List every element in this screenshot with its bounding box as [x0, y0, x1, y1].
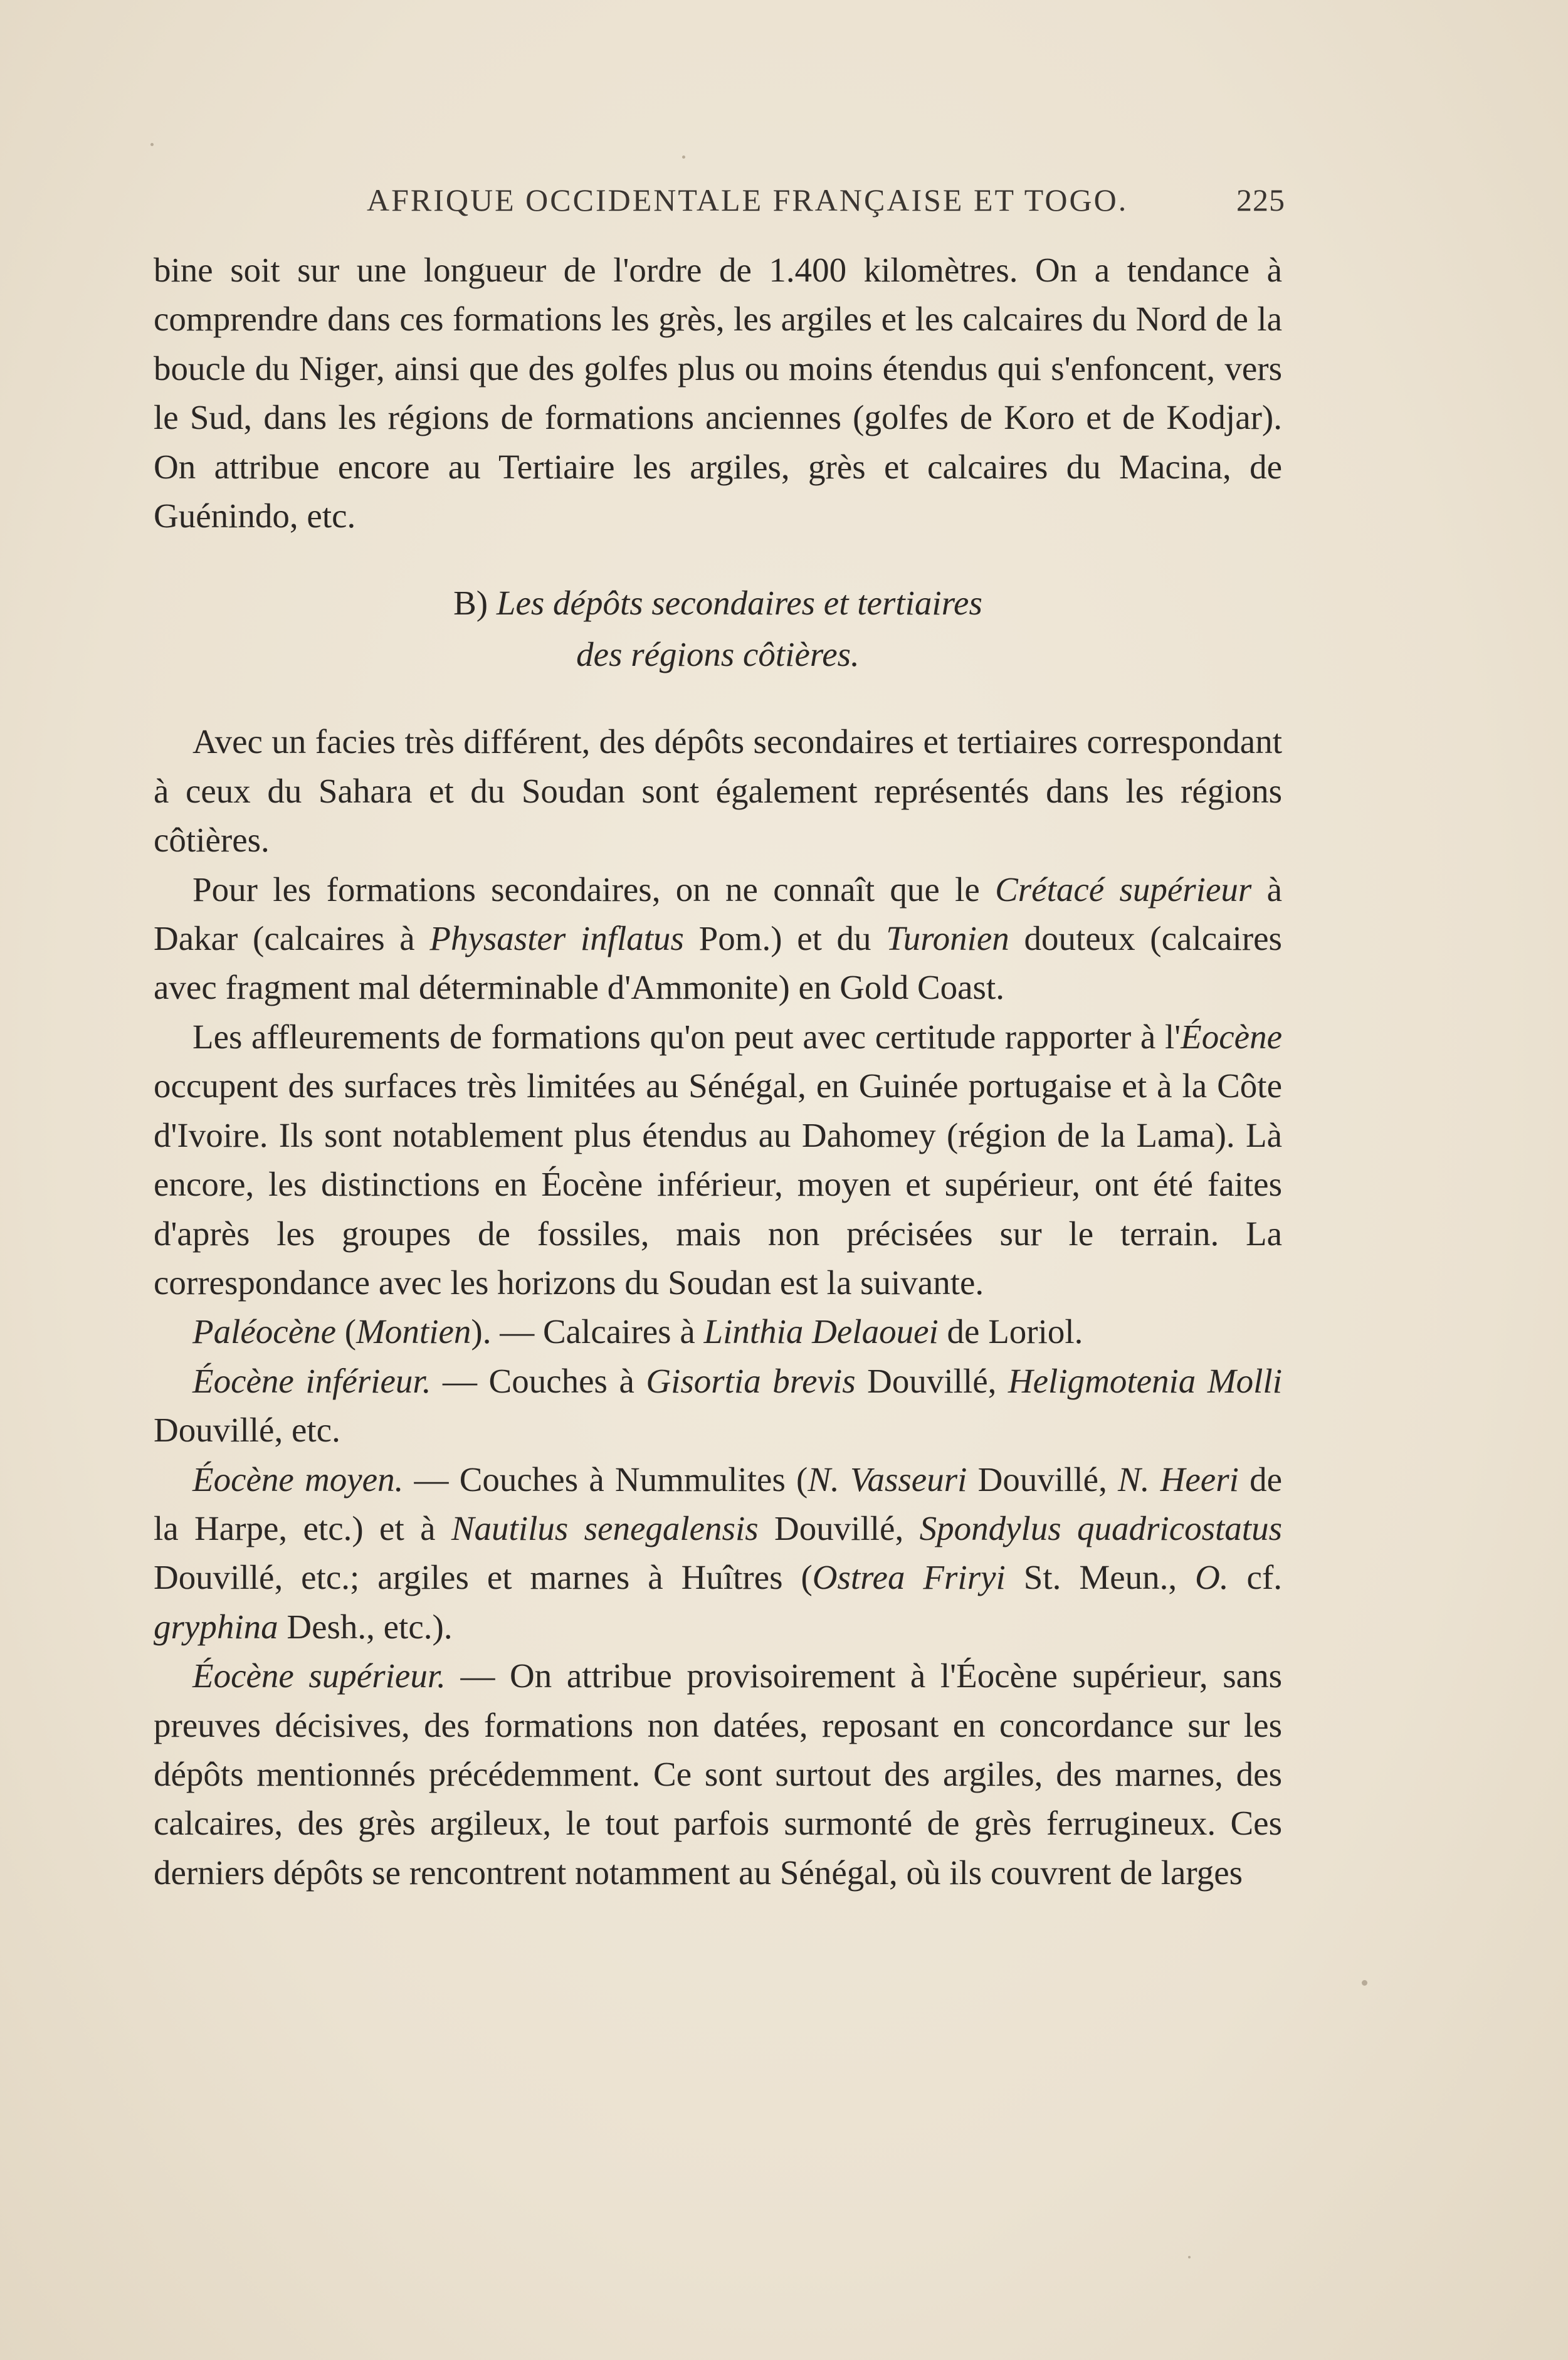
text-run: Pom.) et du [683, 919, 887, 958]
italic-term: Éocène moyen. [192, 1460, 404, 1499]
text-run: — Couches à Nummulites ( [403, 1460, 808, 1499]
text-run: Douvillé, etc.; argiles et marnes à Huîtres ( [154, 1558, 813, 1597]
paper-speck [1188, 2256, 1191, 2258]
paragraph-continuation: bine soit sur une longueur de l'ordre de 1.400 kilomètres. On a tendance à comprendre dans ces formations les grès, les argiles et les calcaires du Nord de la boucle du Niger, ainsi que des golfes plus ou moins étendus qui s'enfoncent, vers le Sud, dans les régions de formations anciennes (golfes de Koro et de Kodjar). On attribue encore au Tertiaire les argiles, grès et calcaires du Macina, de Guénindo, etc. [154, 251, 1282, 535]
paragraph-eocene-inferieur [154, 1357, 1282, 1455]
text-run: Douvillé, etc. [154, 1411, 340, 1450]
paragraph-secondaires [154, 865, 1282, 1013]
italic-term: Paléocène [192, 1312, 337, 1351]
text-run: de Loriol. [938, 1312, 1083, 1351]
paper-speck [1362, 1980, 1367, 1986]
italic-species: Heligmotenia Molli [1008, 1361, 1282, 1400]
text-run: Douvillé, [855, 1361, 1008, 1400]
italic-term: Montien [356, 1312, 471, 1351]
section-heading [154, 577, 1282, 680]
text-run: douteux (calcaires avec fragment mal déterminable d'Ammonite) en Gold Coast. [154, 919, 1282, 1007]
italic-species: Linthia Delaouei [703, 1312, 939, 1351]
italic-term: Éocène [1181, 1017, 1282, 1056]
paragraph-facies: Avec un facies très différent, des dépôts secondaires et tertiaires correspondant à ceux du Sahara et du Soudan sont également représentés dans les régions côtières. [154, 722, 1282, 860]
text-run: Douvillé, [967, 1460, 1118, 1499]
italic-term: Éocène inférieur. [192, 1361, 431, 1400]
italic-species: Physaster inflatus [429, 919, 684, 958]
body-text [154, 246, 1282, 1897]
section-heading-line2: des régions côtières. [576, 635, 860, 674]
text-run: ( [336, 1312, 357, 1351]
text-run: de la Harpe, etc.) et à [154, 1460, 1283, 1547]
paragraph-eocene-superieur [154, 1651, 1282, 1897]
italic-term: Crétacé supérieur [995, 870, 1252, 909]
text-run: St. Meun., [1005, 1558, 1196, 1597]
text-run: Desh., etc.). [278, 1607, 453, 1646]
paragraph-eocene-moyen [154, 1455, 1282, 1652]
text-run: — On attribue provisoirement à l'Éocène supérieur, sans preuves décisives, des formations non datées, reposant en concordance sur les dépôts mentionnés précédemment. Ce sont surtout des argiles, des marnes, des calcaires, des grès argileux, le tout parfois surmonté de grès ferrugineux. Ces derniers dépôts se rencontrent notamment au Sénégal, où ils couvrent de larges [154, 1657, 1282, 1892]
paragraph-paleocene [154, 1307, 1282, 1356]
text-run: ). — Calcaires à [471, 1312, 704, 1351]
page-number: 225 [1236, 182, 1285, 218]
paper-speck [682, 155, 685, 159]
italic-term: Turonien [886, 919, 1009, 958]
running-header [154, 182, 1285, 226]
italic-species: gryphina [154, 1607, 278, 1646]
paper-speck [150, 143, 154, 146]
running-title: AFRIQUE OCCIDENTALE FRANÇAISE ET TOGO. [367, 182, 1129, 218]
italic-species: N. Vasseuri [808, 1460, 967, 1499]
text-run: à Dakar (calcaires à [154, 870, 1282, 958]
italic-term: Éocène supérieur. [192, 1657, 446, 1695]
text-run: occupent des surfaces très limitées au Sénégal, en Guinée portugaise et à la Côte d'Ivoire. Ils sont notablement plus étendus au Dahomey (région de la Lama). Là encore, les distinctions en Éocène inférieur, moyen et supérieur, ont été faites d'après les groupes de fossiles, mais non précisées sur le terrain. La correspondance avec les horizons du Soudan est la suivante. [154, 1067, 1282, 1302]
text-run: cf. [1228, 1558, 1283, 1597]
text-run: Les affleurements de formations qu'on peut avec certitude rapporter à l' [192, 1017, 1181, 1056]
text-run: Pour les formations secondaires, on ne connaît que le [192, 870, 996, 909]
italic-species: N. Heeri [1118, 1460, 1239, 1499]
italic-species: Spondylus quadricostatus [919, 1509, 1282, 1547]
text-run: Douvillé, [758, 1509, 920, 1547]
text-run: — Couches à [431, 1361, 646, 1400]
italic-species: O. [1195, 1558, 1229, 1597]
paragraph-affleurements [154, 1013, 1282, 1307]
section-heading-line1: Les dépôts secondaires et tertiaires [496, 584, 982, 623]
italic-species: Nautilus senegalensis [451, 1509, 759, 1547]
section-letter: B) [453, 584, 488, 623]
italic-species: Gisortia brevis [646, 1361, 856, 1400]
italic-species: Ostrea Friryi [812, 1558, 1006, 1597]
